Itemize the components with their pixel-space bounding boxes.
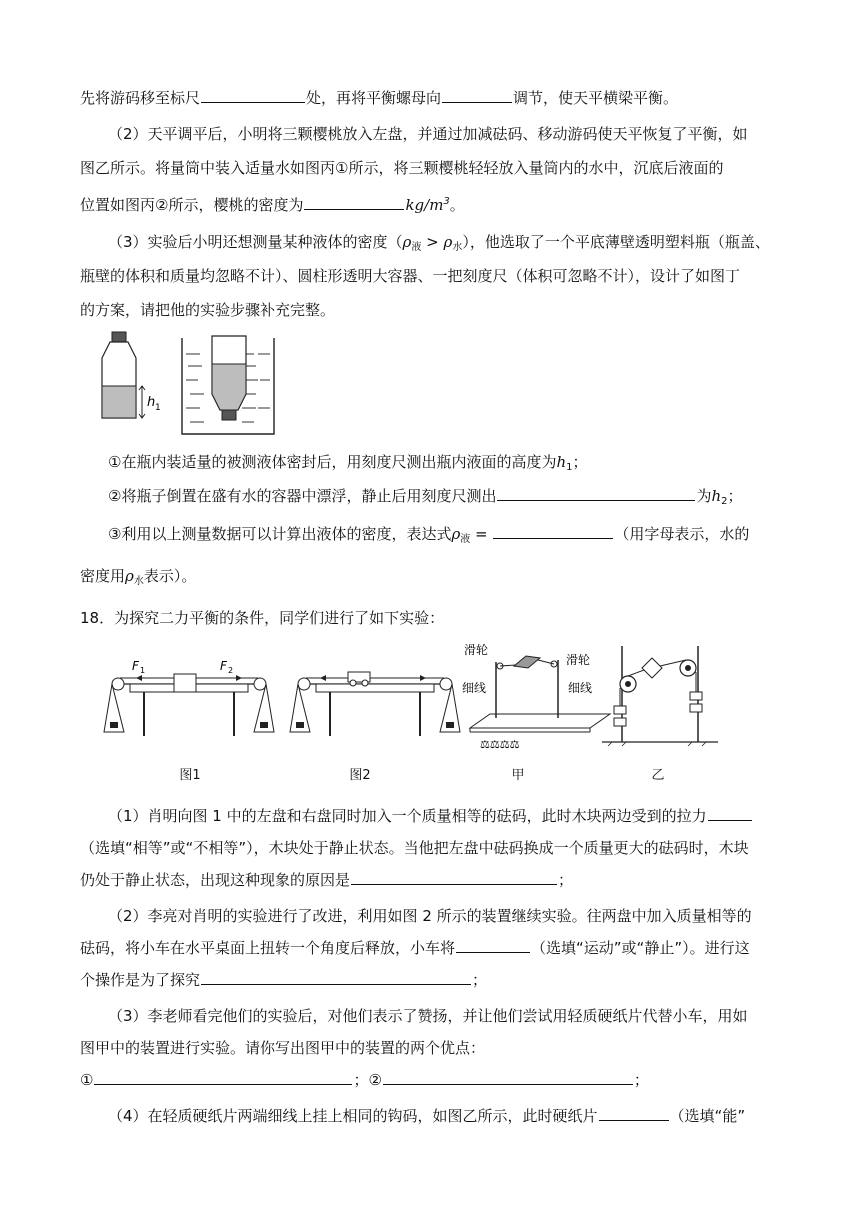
caption-fig2: 图2	[349, 768, 371, 783]
text-line: （4）在轻质硬纸片两端细线上挂上相同的钩码，如图乙所示，此时硬纸片 （选填“能”	[108, 1107, 746, 1125]
label-string: 细线	[568, 681, 593, 695]
text-line: 密度用$\rho_水$表示）。	[80, 567, 197, 587]
text-line: 图乙所示。将量筒中装入适量水如图丙①所示，将三颗樱桃轻轻放入量筒内的水中，沉底后液面的	[80, 159, 724, 177]
svg-text:F: F	[220, 659, 227, 673]
bottle-liquid	[102, 386, 136, 418]
figure-1	[100, 654, 278, 750]
caption-yi: 乙	[651, 768, 665, 783]
paper-card	[642, 658, 662, 678]
text-line: （2）天平调平后，小明将三颗樱桃放入左盘，并通过加减砝码、移动游码使天平恢复了平衡，如	[108, 125, 748, 143]
text-line: 图甲中的装置进行实验。请你写出图甲中的装置的两个优点：	[80, 1039, 486, 1057]
hook-weight	[614, 718, 626, 726]
figure-jia	[462, 636, 610, 754]
question-18-title: 18．为探究二力平衡的条件，同学们进行了如下实验：	[80, 609, 445, 627]
text-line: （3）实验后小明还想测量某种液体的密度$(\rho_液 > \rho_水)$，他选取了一个平底薄壁透明塑料瓶（瓶盖、	[108, 233, 770, 253]
h1-label: h	[147, 395, 156, 410]
svg-text:1: 1	[140, 666, 146, 675]
hook-weight	[690, 692, 702, 700]
answer-blank[interactable]	[351, 870, 557, 885]
caption-fig1: 图1	[179, 768, 201, 783]
paper-card	[514, 656, 540, 668]
svg-text:1: 1	[155, 403, 161, 413]
text-line: 位置如图丙②所示，樱桃的密度为 $kg/m^3$。	[80, 196, 465, 214]
text-line: 的方案，请把他的实验步骤补充完整。	[80, 301, 336, 319]
hook-weights: ⚖⚖⚖⚖	[480, 738, 520, 751]
label-string: 细线	[462, 681, 487, 695]
figure-2	[286, 654, 464, 750]
text-line: 瓶壁的体积和质量均忽略不计）、圆柱形透明大容器、一把刻度尺（体积可忽略不计），设计了如图丁	[80, 267, 741, 285]
figure-yi	[602, 632, 720, 748]
hook-weight	[690, 704, 702, 712]
step-1: ①在瓶内装适量的被测液体密封后，用刻度尺测出瓶内液面的高度为$h_1$；	[108, 453, 588, 473]
text-line: 砝码，将小车在水平桌面上扭转一个角度后释放，小车将 （选填“运动”或“静止”）。进行这	[80, 939, 750, 957]
answer-blank[interactable]	[94, 1070, 352, 1085]
text-line: （2）李亮对肖明的实验进行了改进，利用如图 2 所示的装置继续实验。往两盘中加入质量相等的	[108, 907, 752, 925]
pulley	[112, 678, 124, 690]
svg-text:F: F	[132, 659, 139, 673]
wood-block	[174, 674, 196, 692]
answer-blank[interactable]	[304, 195, 404, 210]
answer-blank[interactable]	[493, 524, 613, 539]
step-3: ③利用以上测量数据可以计算出液体的密度，表达式$\rho_液$ = （用字母表示，水的	[108, 525, 750, 545]
label-pulley: 滑轮	[464, 643, 489, 657]
answer-blank[interactable]	[383, 1070, 633, 1085]
figure-ding	[96, 330, 296, 442]
answer-blank[interactable]	[201, 88, 305, 103]
answer-blank[interactable]	[599, 1106, 669, 1121]
text-line: （选填“相等”或“不相等”），木块处于静止状态。当他把左盘中砝码换成一个质量更大的砝码时，木块	[80, 839, 749, 857]
pulley	[254, 678, 266, 690]
answer-blank[interactable]	[497, 486, 695, 501]
text-line: 个操作是为了探究 ；	[80, 971, 488, 989]
text-line: （3）李老师看完他们的实验后，对他们表示了赞扬，并让他们尝试用轻质硬纸片代替小车，用如	[108, 1007, 748, 1025]
caption-jia: 甲	[511, 768, 525, 783]
text-line: 仍处于静止状态，出现这种现象的原因是 ；	[80, 871, 574, 889]
svg-text:2: 2	[228, 666, 234, 675]
step-2: ②将瓶子倒置在盛有水的容器中漂浮，静止后用刻度尺测出 为$h_2$；	[108, 487, 743, 507]
answer-blank[interactable]	[708, 806, 752, 821]
bottle-cap	[112, 332, 126, 342]
text-line: ① ；② ；	[80, 1071, 649, 1089]
hook-weight	[614, 706, 626, 714]
text-line: （1）肖明向图 1 中的左盘和右盘同时加入一个质量相等的砝码，此时木块两边受到的拉力	[108, 806, 800, 826]
answer-blank[interactable]	[201, 970, 471, 985]
text-line: 先将游码移至标尺 处，再将平衡螺母向 调节，使天平横梁平衡。	[80, 89, 679, 107]
answer-blank[interactable]	[442, 88, 512, 103]
base-board	[470, 714, 610, 728]
answer-blank[interactable]	[456, 938, 530, 953]
label-pulley: 滑轮	[566, 653, 591, 667]
